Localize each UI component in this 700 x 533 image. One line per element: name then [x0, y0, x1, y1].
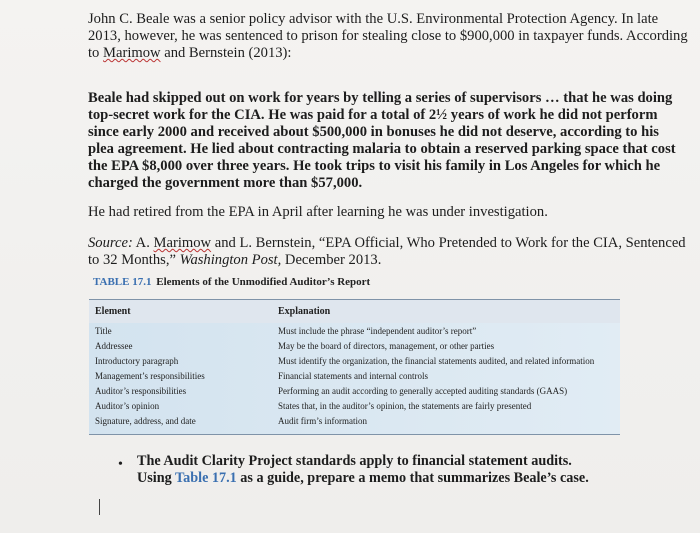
table-row: [89, 386, 620, 401]
intro-text-end: and Bernstein (2013):: [160, 45, 292, 61]
quote-paragraph: Beale had skipped out on work for years by telling a series of supervisors … that he was doing top-secret work for the CIA. He was paid for a total of 2½ years of work he did not perform since early 2000 and received about $500,000 in bonuses he did not deserve, according to his plea agreement. He lied about contracting malaria to obtain a reserved parking space that cost the EPA $8,000 over three years. He took trips to visit his family in Los Angeles for which he charged the government more than $57,000.: [88, 90, 676, 191]
source-label: Source:: [88, 235, 133, 251]
task-line-2: [137, 470, 657, 487]
task-line-1: The Audit Clarity Project standards apply to financial statement audits.: [137, 453, 572, 469]
table-row: [89, 371, 620, 386]
row-element: Signature, address, and date: [95, 416, 196, 426]
table-row: [89, 356, 620, 371]
source-text: A.: [132, 235, 154, 251]
row-explanation: States that, in the auditor’s opinion, the statements are fairly presented: [278, 401, 532, 411]
row-element: Addressee: [95, 341, 133, 351]
source-title: and L. Bernstein, “EPA Official, Who Pretended to Work for the CIA, Sentenced to 32 Months,”: [88, 235, 686, 268]
table-row: [89, 401, 620, 416]
row-explanation: Financial statements and internal controls: [278, 371, 428, 381]
row-explanation: Must include the phrase “independent auditor’s report”: [278, 326, 477, 336]
table-row: [89, 416, 620, 431]
column-header-explanation: Explanation: [278, 306, 331, 317]
row-element: Management’s responsibilities: [95, 371, 205, 381]
row-explanation: May be the board of directors, management, or other parties: [278, 341, 495, 351]
table-body: [89, 323, 620, 435]
row-element: Introductory paragraph: [95, 356, 179, 366]
row-explanation: Audit firm’s information: [278, 416, 367, 426]
row-explanation: Performing an audit according to generally accepted auditing standards (GAAS): [278, 386, 568, 396]
table-number: TABLE 17.1: [93, 276, 152, 288]
column-header-element: Element: [95, 306, 131, 317]
source-publication: Washington Post,: [179, 252, 282, 268]
row-element: Title: [95, 326, 112, 336]
table-row: [89, 326, 620, 341]
row-explanation: Must identify the organization, the financial statements audited, and related information: [278, 356, 595, 366]
task-text: [137, 453, 657, 487]
table-reference-link[interactable]: Table 17.1: [174, 470, 237, 486]
table-row: [89, 341, 620, 356]
table-header: [89, 299, 620, 324]
intro-text: John C. Beale was a senior policy advisor with the U.S. Environmental Protection Agency. In late 2013, however, he was sentenced to prison for stealing close to $900,000 in taxpayer funds. According to: [88, 11, 688, 61]
bullet-icon: •: [118, 457, 123, 472]
intro-paragraph: [88, 11, 688, 62]
source-date: December 2013.: [281, 252, 382, 268]
auditor-report-table: [89, 299, 620, 434]
row-element: Auditor’s opinion: [95, 401, 160, 411]
task-line-2-end: as a guide, prepare a memo that summarizes Beale’s case.: [236, 470, 589, 486]
table-title: Elements of the Unmodified Auditor’s Report: [156, 276, 371, 288]
retired-paragraph: He had retired from the EPA in April after learning he was under investigation.: [88, 204, 548, 220]
table-caption: [93, 276, 370, 288]
task-line-2-start: Using: [137, 470, 175, 486]
text-cursor: [99, 499, 100, 515]
row-element: Auditor’s responsibilities: [95, 386, 187, 396]
source-author-name: Marimow: [153, 235, 212, 251]
intro-author-name: Marimow: [103, 45, 161, 61]
source-citation: [88, 235, 688, 269]
